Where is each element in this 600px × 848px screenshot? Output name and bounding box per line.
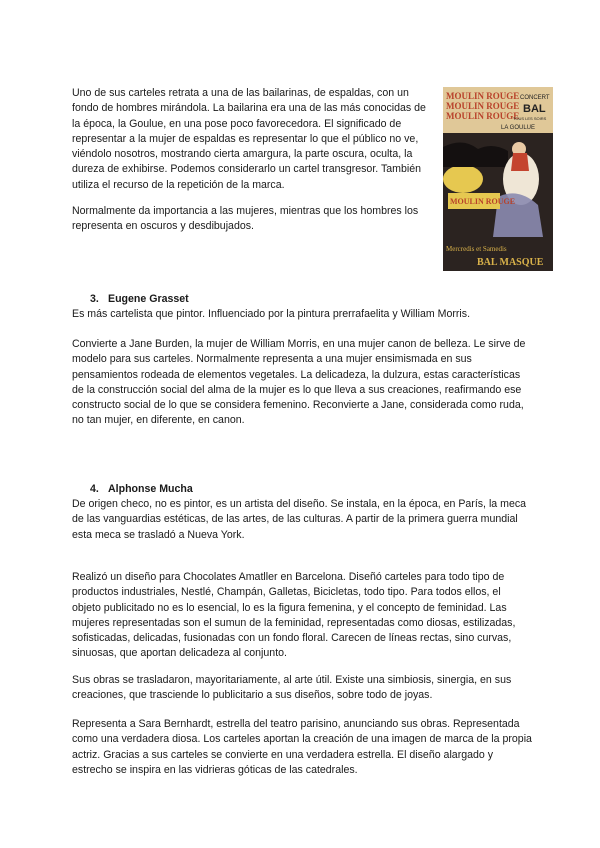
poster-tous-les-soirs: TOUS LES SOIRS (513, 116, 547, 121)
poster-illustration (443, 87, 553, 271)
mucha-paragraph-2: Realizó un diseño para Chocolates Amatller en Barcelona. Diseñó carteles para todo tipo de productos industriales, Nestlé, Champán, Galletas, Bicicletas, todo tipo. Para todos ellos, el objeto publicitado no es lo esencial, lo es la figura femenina, y el concepto de feminidad. Las mujeres representadas son el sumun de la feminidad, representadas como diosas, estilizadas, sofisticadas, delicadas, fusionadas con un fondo floral. Carecen de líneas rectas, sino curvas, sinuosas, que aportan delicadeza al conjunto. (72, 571, 516, 660)
section-number: 4. (90, 483, 99, 495)
poster-title-3: MOULIN ROUGE (446, 111, 520, 121)
poster-la-goulue: LA GOULUE (501, 125, 536, 131)
section-title: Eugene Grasset (108, 293, 189, 305)
poster-mid-title: MOULIN ROUGE (450, 197, 516, 206)
section-heading-grasset (90, 293, 189, 305)
poster-bottom-line-1: Mercredis et Samedis (446, 245, 507, 253)
mucha-paragraph-1: De origen checo, no es pintor, es un artista del diseño. Se instala, en la época, en París, la meca de las vanguardias estéticas, de las artes, de las culturas. A partir de la primera guerra mundial esta meca se trasladó a Nueva York. (72, 498, 527, 541)
mucha-paragraph-3: Sus obras se trasladaron, mayoritariamente, al arte útil. Existe una simbiosis, sinergia, en sus creaciones, que trasciende lo publicitario a sus diseños, sobre todo de joyas. (72, 674, 512, 702)
section-heading-mucha (90, 483, 193, 495)
poster-lamp-glow (443, 165, 483, 193)
grasset-paragraph-2: Convierte a Jane Burden, la mujer de William Morris, en una mujer canon de belleza. Le sirve de modelo para sus carteles. Normalmente representa a una mujer ensimismada en sus pensamientos rodeada de elementos vegetales. La delicadeza, la dulzura, estas características de la construcción social del alma de la mujer es lo que lleva a sus creaciones, reafirmando ese constructo social de lo que se considera femenino. Reconvierte a Jane, considerada como ruda, no tan mujer, en diferente, en canon. (72, 338, 526, 427)
poster-title-2: MOULIN ROUGE (446, 101, 520, 111)
poster-title-1: MOULIN ROUGE (446, 91, 520, 101)
moulin-rouge-poster-image (443, 87, 553, 271)
poster-concert: CONCERT (520, 95, 550, 101)
section-number: 3. (90, 293, 99, 305)
section-title: Alphonse Mucha (108, 483, 193, 495)
poster-bal: BAL (523, 103, 546, 115)
poster-dancer-top (511, 153, 529, 171)
lautrec-paragraph-1: Uno de sus carteles retrata a una de las bailarinas, de espaldas, con un fondo de hombres mirándola. La bailarina era una de las más conocidas de la época, la Goulue, en una pose poco favorecedora. El significado de representar a la mujer de espaldas es representar lo que el público no ve, viéndolo nosotros, mostrando cierta amargura, la parte oscura, oculta, la dureza de exhibirse. Podemos considerarlo un cartel transgresor. También utiliza el recurso de la repetición de la marca. (72, 87, 426, 191)
grasset-paragraph-1: Es más cartelista que pintor. Influenciado por la pintura prerrafaelita y William Morris. (72, 308, 471, 320)
poster-bottom-line-2: BAL MASQUE (477, 257, 544, 268)
mucha-paragraph-4: Representa a Sara Bernhardt, estrella del teatro parisino, anunciando sus obras. Representada como una verdadera diosa. Los carteles aportan la creación de una imagen de marca de la propia actriz. Gracias a sus carteles se convierte en una verdadera estrella. El diseño alargado y estrecho se inspira en las vidrieras góticas de las catedrales. (72, 718, 532, 776)
lautrec-paragraph-2: Normalmente da importancia a las mujeres, mientras que los hombres los representa en oscuros y desdibujados. (72, 205, 419, 233)
